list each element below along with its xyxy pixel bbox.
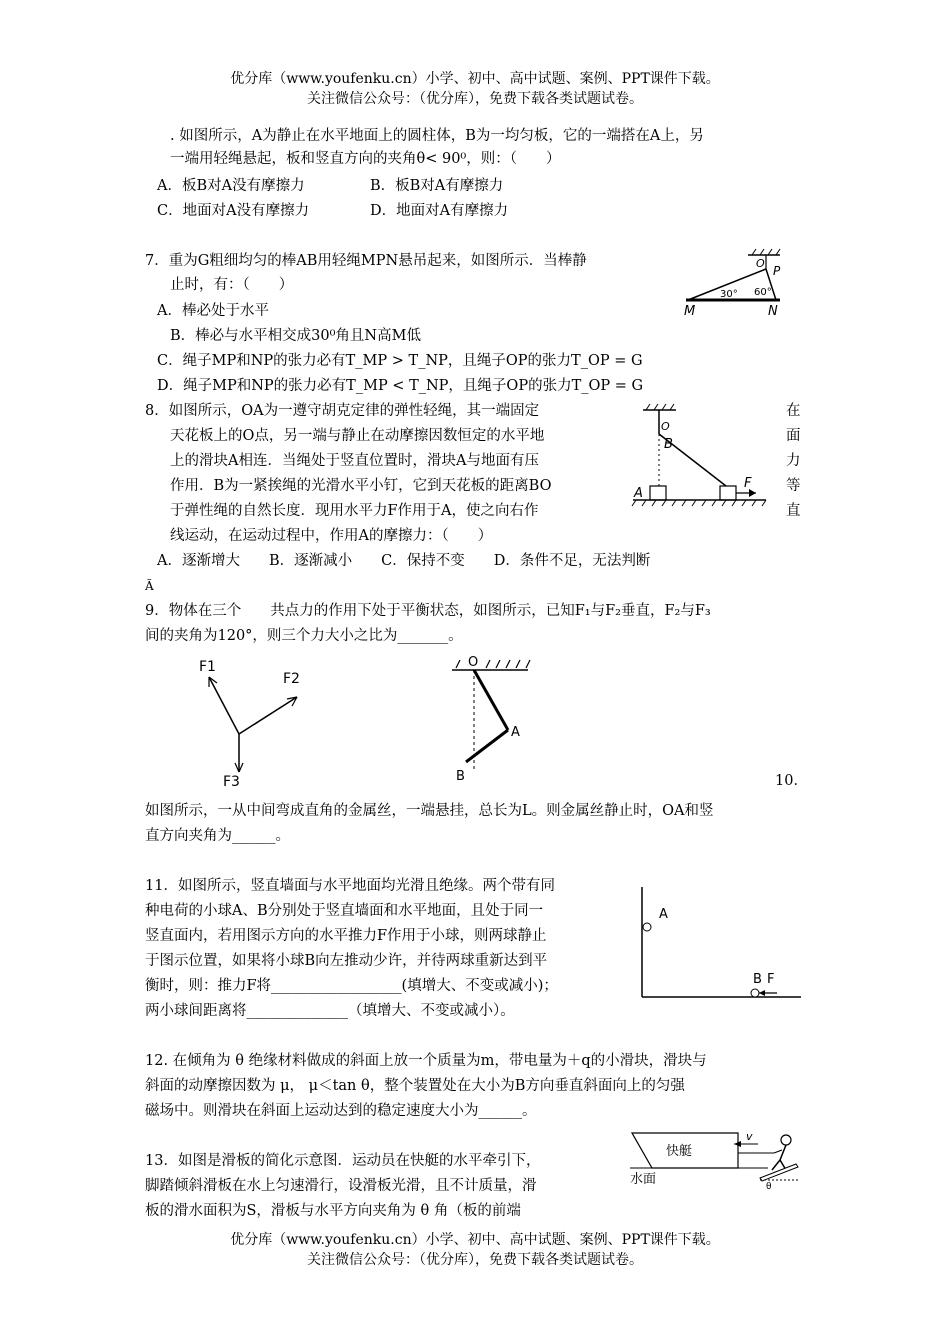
q7-angle-60: 60° — [754, 287, 772, 298]
q6-line-2: 一端用轻绳悬起，板和竖直方向的夹角θ< 90⁰，则：（ ） — [170, 151, 561, 167]
header-line-2: 关注微信公众号：（优分库），免费下载各类试题试卷。 — [307, 91, 643, 107]
q8-side-5: 直 — [786, 503, 801, 519]
header-line-1: 优分库（www.youfenku.cn）小学、初中、高中试题、案例、PPT课件下载。 — [230, 71, 720, 87]
q8-line-1: 8．如图所示，OA为一遵守胡克定律的弹性轻绳，其一端固定 — [145, 403, 540, 419]
q8-label-f: F — [744, 476, 752, 491]
q10-wire-figure — [440, 652, 540, 784]
q8-label-o: O — [661, 420, 670, 433]
q8-figure — [628, 400, 778, 512]
q12-line-3: 磁场中。则滑块在斜面上运动达到的稳定速度大小为______。 — [145, 1103, 537, 1119]
q11-line-5: 衡时，则：推力F将__________________(填增大、不变或减小)； — [145, 978, 558, 994]
footer-line-2: 关注微信公众号：（优分库），免费下载各类试题试卷。 — [307, 1252, 643, 1268]
q7-option-c: C．绳子MP和NP的张力必有T_MP > T_NP，且绳子OP的张力T_OP = G — [157, 353, 643, 369]
q8-line-2: 天花板上的O点，另一端与静止在动摩擦因数恒定的水平地 — [170, 428, 545, 444]
q11-line-2: 种电荷的小球A、B分别处于竖直墙面和水平地面，且处于同一 — [145, 903, 544, 919]
q10-label-a: A — [511, 725, 520, 740]
q7-label-m: M — [684, 304, 696, 319]
q13-line-3: 板的滑水面积为S，滑板与水平方向夹角为 θ 角（板的前端 — [145, 1203, 521, 1219]
q6-option-c: C．地面对A没有摩擦力 — [157, 203, 310, 219]
q12-line-1: 12. 在倾角为 θ 绝缘材料做成的斜面上放一个质量为m，带电量为＋q的小滑块，滑块与 — [145, 1053, 707, 1069]
q13-line-2: 脚踏倾斜滑板在水上匀速滑行，设滑板光滑，且不计质量，滑 — [145, 1178, 537, 1194]
q8-line-5: 于弹性绳的自然长度．现用水平力F作用于A，使之向右作 — [170, 503, 539, 519]
q11-line-3: 竖直面内，若用图示方向的水平推力F作用于小球，则两球静止 — [145, 928, 547, 944]
q6-option-a: A．板B对A没有摩擦力 — [157, 178, 305, 194]
q8-side-2: 面 — [786, 428, 801, 444]
q11-line-6: 两小球间距离将______________（填增大、不变或减小）。 — [145, 1003, 515, 1019]
q10-line-1: 如图所示，一从中间弯成直角的金属丝，一端悬挂，总长为L。则金属丝静止时，OA和竖 — [145, 803, 714, 819]
footer-line-1: 优分库（www.youfenku.cn）小学、初中、高中试题、案例、PPT课件下载。 — [230, 1232, 720, 1248]
q11-line-4: 于图示位置，如果将小球B向左推动少许，并待两球重新达到平 — [145, 953, 548, 969]
q9-label-f3: F3 — [223, 774, 240, 790]
q7-line-2: 止时，有：（ ） — [170, 277, 294, 293]
q10-line-2: 直方向夹角为______。 — [145, 828, 290, 844]
q11-line-1: 11．如图所示，竖直墙面与水平地面均光滑且绝缘。两个带有同 — [145, 878, 555, 894]
q7-label-o: O — [756, 257, 765, 270]
q7-label-n: N — [768, 304, 778, 319]
q8-line-6: 线运动，在运动过程中，作用A的摩擦力：（ ） — [170, 528, 493, 544]
q7-option-b: B．棒必与水平相交成30⁰角且N高M低 — [170, 328, 421, 344]
q9-force-figure — [195, 655, 315, 790]
q13-label-v: v — [746, 1130, 753, 1143]
q9-line-1: 9．物体在三个 共点力的作用下处于平衡状态，如图所示，已知F₁与F₂垂直，F₂与F₃ — [145, 603, 711, 619]
q13-label-water: 水面 — [630, 1172, 657, 1187]
q7-option-a: A．棒必处于水平 — [157, 303, 269, 319]
q9-line-2: 间的夹角为120°，则三个力大小之比为_______。 — [145, 628, 463, 644]
q8-label-b: B — [664, 437, 673, 452]
q6-option-b: B．板B对A有摩擦力 — [370, 178, 504, 194]
q8-options: A．逐渐增大 B．逐渐减小 C．保持不变 D．条件不足，无法判断 — [157, 553, 651, 569]
q10-label-o: O — [468, 655, 479, 670]
q8-side-1: 在 — [786, 403, 801, 419]
q8-side-4: 等 — [786, 478, 801, 494]
q11-label-b: B — [753, 972, 762, 987]
q8-side-3: 力 — [786, 453, 801, 469]
q8-stray-mark: Ã — [145, 579, 154, 593]
q13-line-1: 13．如图是滑板的简化示意图．运动员在快艇的水平牵引下， — [145, 1153, 541, 1169]
q10-label-b: B — [456, 769, 465, 784]
q9-label-f1: F1 — [199, 659, 216, 675]
q11-label-f: F — [767, 972, 775, 987]
q10-number: 10． — [775, 773, 808, 789]
q7-figure — [680, 245, 800, 320]
q13-figure — [628, 1128, 803, 1190]
q11-figure — [635, 882, 805, 1002]
q7-line-1: 7．重为G粗细均匀的棒AB用轻绳MPN悬吊起来，如图所示．当棒静 — [145, 253, 587, 269]
q11-label-a: A — [659, 907, 668, 922]
q7-option-d: D．绳子MP和NP的张力必有T_MP < T_NP，且绳子OP的张力T_OP = G — [157, 378, 644, 394]
q6-option-d: D．地面对A有摩擦力 — [370, 203, 509, 219]
q13-label-boat: 快艇 — [666, 1144, 693, 1159]
q9-label-f2: F2 — [283, 671, 300, 687]
q8-line-3: 上的滑块A相连．当绳处于竖直位置时，滑块A与地面有压 — [170, 453, 539, 469]
q8-label-a: A — [634, 486, 643, 501]
q8-line-4: 作用．B为一紧挨绳的光滑水平小钉，它到天花板的距离BO — [170, 478, 552, 494]
q7-angle-30: 30° — [720, 289, 738, 300]
q6-line-1: . 如图所示，A为静止在水平地面上的圆柱体，B为一均匀板，它的一端搭在A上，另 — [170, 128, 704, 144]
q13-label-theta: θ — [766, 1182, 772, 1190]
q7-label-p: P — [773, 264, 781, 278]
q12-line-2: 斜面的动摩擦因数为 μ， μ＜tan θ，整个装置处在大小为B方向垂直斜面向上的匀强 — [145, 1078, 685, 1094]
